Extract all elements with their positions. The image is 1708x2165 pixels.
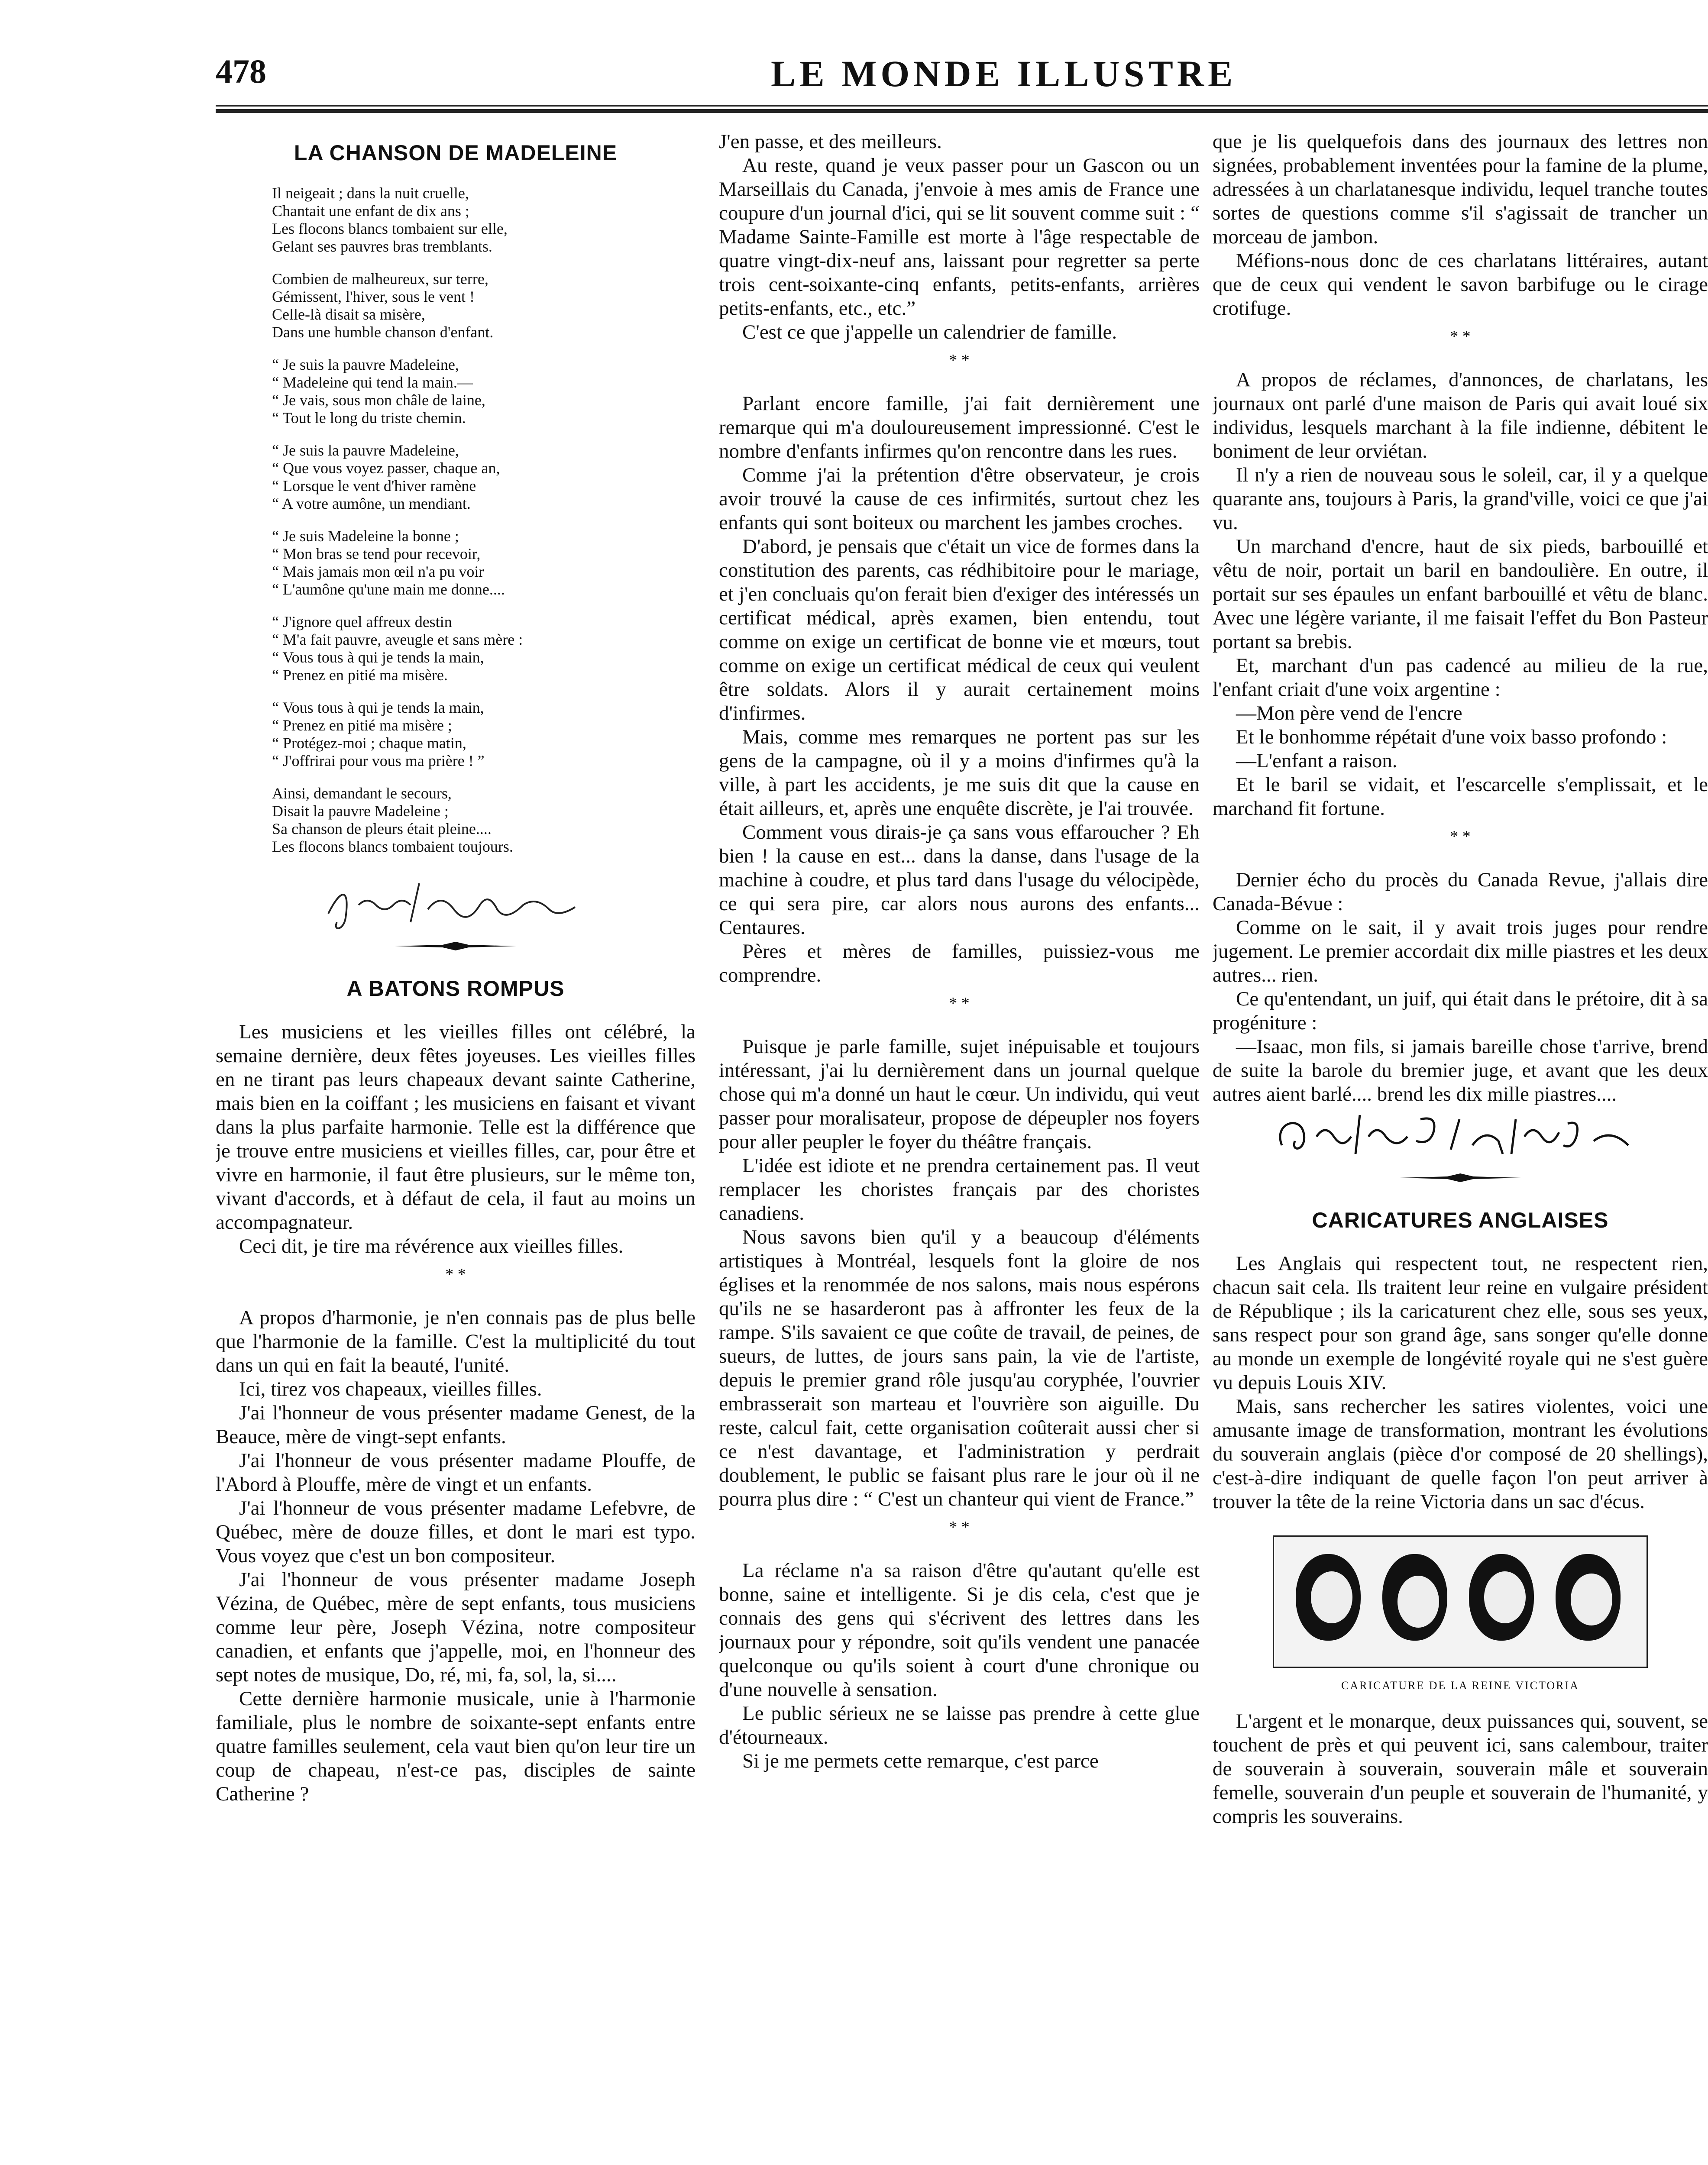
col3-text-a <box>1213 130 1708 320</box>
poem-line: Dans une humble chanson d'enfant. <box>272 323 494 341</box>
col3-text-c <box>1213 868 1708 1106</box>
paragraph: —Mon père vend de l'encre <box>1236 702 1462 724</box>
col1-text-b <box>216 1306 695 1806</box>
paragraph: Mais, comme mes remarques ne portent pas sur les gens de la campagne, où il y a moins d'infirmes qu'à la ville, à part les accidents, je me suis dit que la cause en était ailleurs, et, après une enquête discrète, je l'ai trouvée. <box>719 726 1200 820</box>
col3-text-d <box>1213 1252 1708 1514</box>
poem-line: Combien de malheureux, sur terre, <box>272 270 488 288</box>
paragraph: Parlant encore famille, j'ai fait dernièrement une remarque qui m'a douloureusement impressionné. C'est le nombre d'enfants infirmes qu'on rencontre dans les rues. <box>719 392 1200 462</box>
paragraph: Nous savons bien qu'il y a beaucoup d'éléments artistiques à Montréal, lesquels font la gloire de nos églises et la renommée de nos salons, mais nous espérons qu'ils ne se hasarderont pas à affronter les feux de la rampe. S'ils savaient ce que coûte de travail, de peines, de sueurs, de luttes, de jours sans pain, la vie de l'artiste, depuis le premier grand rôle jusqu'au coryphée, l'ouvrier embrasserait son marteau et l'ouvrière son aiguille. Du reste, calcul fait, cette organisation coûterait aussi cher si ce n'est davantage, et l'administration y perdrait doublement, le public se faisant plus rare le jour où il ne pourra plus dire : “ C'est un chanteur qui vient de France.” <box>719 1226 1200 1510</box>
asterism: * * <box>445 1265 466 1283</box>
paragraph: Méfions-nous donc de ces charlatans littéraires, autant que de ceux qui vendent le savon barbifuge ou le cirage crotifuge. <box>1213 249 1708 320</box>
poem-line: Gelant ses pauvres bras tremblants. <box>272 238 492 255</box>
paragraph: A propos d'harmonie, je n'en connais pas de plus belle que l'harmonie de la famille. C'est la multiplicité du tout dans un qui en fait la beauté, l'unité. <box>216 1306 695 1377</box>
poem-line: “ M'a fait pauvre, aveugle et sans mère : <box>272 631 523 648</box>
poem-line: Les flocons blancs tombaient sur elle, <box>272 220 508 237</box>
poem-line: “ J'ignore quel affreux destin <box>272 613 452 630</box>
asterism: * * <box>1450 327 1471 346</box>
divider-ornament-2 <box>1213 1167 1708 1197</box>
col2-text-c <box>719 1035 1200 1511</box>
paragraph: Ce qu'entendant, un juif, qui était dans le prétoire, dit à sa progéniture : <box>1213 988 1708 1034</box>
poem-stanza <box>272 442 695 513</box>
paragraph: J'ai l'honneur de vous présenter madame Lefebvre, de Québec, mère de douze filles, et dont le mari est typo. Vous voyez que c'est un bon compositeur. <box>216 1497 695 1567</box>
poem-line: “ Lorsque le vent d'hiver ramène <box>272 477 476 494</box>
paragraph: Au reste, quand je veux passer pour un Gascon ou un Marseillais du Canada, j'envoie à mes amis de France une coupure d'un journal d'ici, qui se lit souvent comme suit : “ Madame Sainte-Famille est morte à l'âge respectable de quatre vingt-dix-neuf ans, laissant pour regretter sa perte trois cent-soixante-cinq enfants, petits-enfants, arrières petits-enfants, etc., etc.” <box>719 154 1200 320</box>
poem-stanza <box>272 699 695 770</box>
paragraph: Dernier écho du procès du Canada Revue, j'allais dire Canada-Bévue : <box>1213 869 1708 915</box>
poem-title: LA CHANSON DE MADELEINE <box>294 141 618 165</box>
poem-line: “ Mais jamais mon œil n'a pu voir <box>272 563 484 580</box>
column-1 <box>216 130 695 2165</box>
poem-line: “ Prenez en pitié ma misère. <box>272 666 448 684</box>
paragraph: D'abord, je pensais que c'était un vice de formes dans la constitution des parents, cas rédhibitoire pour le mariage, et j'en concluais qu'on ferait bien d'exiger des intéressés un certificat médical, après examen, bien entendu, tout comme on exige un certificat de bonne vie et mœurs, tout comme on exige un certificat médical de ceux qui veulent être soldats. Alors il y aurait certainement moins d'infirmes. <box>719 535 1200 724</box>
poem-line: Les flocons blancs tombaient toujours. <box>272 838 513 855</box>
poem-line: “ Vous tous à qui je tends la main, <box>272 699 484 716</box>
header-rule-thin <box>216 105 1708 107</box>
paragraph: L'argent et le monarque, deux puissances qui, souvent, se touchent de près et qui peuvent ici, sans calembour, traiter de souverain à souverain, souverain mâle et souverain femelle, souverain d'un peuple et souverain de l'humanité, y compris les souverains. <box>1213 1710 1708 1828</box>
paragraph: —Isaac, mon fils, si jamais bareille chose t'arrive, brend de suite la barole du bremier juge, et avant que les deux autres aient barlé.... brend les dix mille piastres.... <box>1213 1035 1708 1105</box>
asterism: * * <box>1450 827 1471 846</box>
col2-text-b <box>719 392 1200 987</box>
paragraph: Et le bonhomme répétait d'une voix basso profondo : <box>1236 726 1667 748</box>
poem-line: “ Je suis Madeleine la bonne ; <box>272 527 459 545</box>
paragraph: Si je me permets cette remarque, c'est parce <box>742 1750 1099 1772</box>
column-2 <box>719 130 1200 2165</box>
poem-line: “ Prenez en pitié ma misère ; <box>272 717 452 734</box>
poem-line: “ L'aumône qu'une main me donne.... <box>272 581 505 598</box>
paragraph: A propos de réclames, d'annonces, de charlatans, les journaux ont parlé d'une maison de Paris qui avait loué six individus, lesquels marchant à la file indienne, débitent le boniment de leur orviétan. <box>1213 368 1708 462</box>
masthead: LE MONDE ILLUSTRE <box>771 53 1237 94</box>
col2-text-d <box>719 1559 1200 1773</box>
page-number: 478 <box>216 52 266 90</box>
poem-stanza <box>272 270 695 341</box>
paragraph: que je lis quelquefois dans des journaux des lettres non signées, probablement inventées pour la famine de la plume, adressées à un charlatanesque individu, lequel tranche toutes sortes de questions comme s'il s'agissait de trancher un morceau de jambon. <box>1213 130 1708 248</box>
paragraph: Un marchand d'encre, haut de six pieds, barbouillé et vêtu de noir, portait un baril en bandoulière. En outre, il portait sur ses épaules un enfant barbouillé et vêtu de blanc. Avec une légère variante, il me faisait l'effet du Bon Pasteur portant sa brebis. <box>1213 535 1708 653</box>
poem-stanza <box>272 785 695 856</box>
poem-stanza <box>272 527 695 598</box>
paragraph: Cette dernière harmonie musicale, unie à l'harmonie familiale, plus le nombre de soixante-sept enfants entre quatre familles seulement, cela vaut bien qu'on leur tire un coup de chapeau, n'est-ce pas, disciples de sainte Catherine ? <box>216 1687 695 1805</box>
paragraph: Le public sérieux ne se laisse pas prendre à cette glue d'étourneaux. <box>719 1702 1200 1748</box>
figure-caption: CARICATURE DE LA REINE VICTORIA <box>1341 1679 1579 1692</box>
paragraph: Comment vous dirais-je ça sans vous effaroucher ? Eh bien ! la cause en est... dans la danse, dans l'usage de la machine à coudre, et plus tard dans l'usage du vélocipède, ce qui sera pire, car alors nous aurons des enfants... Centaures. <box>719 821 1200 939</box>
poem-line: Celle-là disait sa misère, <box>272 306 425 323</box>
asterism: * * <box>949 994 970 1012</box>
paragraph: J'en passe, et des meilleurs. <box>719 130 942 153</box>
poem-line: Disait la pauvre Madeleine ; <box>272 802 449 820</box>
paragraph: La réclame n'a sa raison d'être qu'autant qu'elle est bonne, saine et intelligente. Si je dis cela, c'est que je connais des gens qui s'écrivent des lettres dans les journaux pour y répondre, soit qu'ils vendent une panacée quelconque ou qu'ils soient à court d'une chronique ou d'une nouvelle à sensation. <box>719 1559 1200 1701</box>
col3-text-b <box>1213 368 1708 821</box>
poem-line: Ainsi, demandant le secours, <box>272 785 452 802</box>
poem-line: Il neigeait ; dans la nuit cruelle, <box>272 184 469 202</box>
article-signature <box>1213 1106 1708 1167</box>
paragraph: Puisque je parle famille, sujet inépuisable et toujours intéressant, j'ai lu dernièrement dans un journal quelque chose qui m'a donné un haut le cœur. Un individu, qui veut passer pour moralisateur, propose de dépeupler nos foyers pour aller peupler le foyer du théâtre français. <box>719 1035 1200 1153</box>
poem-line: “ Madeleine qui tend la main.— <box>272 374 473 391</box>
asterism: * * <box>949 1518 970 1536</box>
header-rule-thick <box>216 109 1708 113</box>
paragraph: C'est ce que j'appelle un calendrier de famille. <box>742 321 1117 343</box>
asterism: * * <box>949 351 970 369</box>
poem-line: “ Vous tous à qui je tends la main, <box>272 649 484 666</box>
section-title-batons-rompus: A BATONS ROMPUS <box>346 976 565 1001</box>
poem-line: Gémissent, l'hiver, sous le vent ! <box>272 288 475 305</box>
poem-line: “ Mon bras se tend pour recevoir, <box>272 545 481 562</box>
poem-line: “ Tout le long du triste chemin. <box>272 409 466 427</box>
col2-text-a <box>719 130 1200 344</box>
poem-stanza <box>272 356 695 427</box>
poem-stanza <box>272 613 695 684</box>
poem-signature <box>216 870 695 935</box>
paragraph: Les Anglais qui respectent tout, ne respectent rien, chacun sait cela. Ils traitent leur reine en vulgaire président de République ; ils la caricaturent chez elle, sous ses yeux, sans respect pour son grand âge, sans songer qu'elle donne au monde un exemple de longévité royale qui ne s'est guère vu depuis Louis XIV. <box>1213 1252 1708 1394</box>
paragraph: J'ai l'honneur de vous présenter madame Genest, de la Beauce, mère de vingt-sept enfants. <box>216 1402 695 1448</box>
poem-line: “ Je suis la pauvre Madeleine, <box>272 356 459 373</box>
paragraph: Et, marchant d'un pas cadencé au milieu de la rue, l'enfant criait d'une voix argentine : <box>1213 654 1708 701</box>
divider-ornament-1 <box>216 935 695 966</box>
poem-line: Sa chanson de pleurs était pleine.... <box>272 820 492 837</box>
section-title-caricatures: CARICATURES ANGLAISES <box>1312 1208 1609 1232</box>
paragraph: J'ai l'honneur de vous présenter madame Joseph Vézina, de Québec, mère de sept enfants, tous musiciens comme leur père, Joseph Vézina, notre compositeur canadien, et enfants que j'appelle, moi, en l'honneur des sept notes de musique, Do, ré, mi, fa, sol, la, si.... <box>216 1568 695 1686</box>
paragraph: Et le baril se vidait, et l'escarcelle s'emplissait, et le marchand fit fortune. <box>1213 773 1708 820</box>
poem-line: “ Protégez-moi ; chaque matin, <box>272 734 466 752</box>
column-3 <box>1213 130 1708 2165</box>
paragraph: Les musiciens et les vieilles filles ont célébré, la semaine dernière, deux fêtes joyeuses. Les vieilles filles en ne tirant pas leurs chapeaux devant sainte Catherine, mais bien en la coiffant ; les musiciens en faisant et vivant dans la plus parfaite harmonie. Telle est la différence que je trouve entre musiciens et vieilles filles, car, pour être et vivre en harmonie, il faut être plusieurs, sur le même ton, vivant d'accords, et à défaut de cela, il faut au moins un accompagnateur. <box>216 1021 695 1234</box>
poem-line: “ J'offrirai pour vous ma prière ! ” <box>272 752 485 769</box>
paragraph: Il n'y a rien de nouveau sous le soleil, car, il y a quelque quarante ans, toujours à Paris, la grand'ville, voici ce que j'ai vu. <box>1213 464 1708 534</box>
caricature-illustration <box>1273 1535 1648 1668</box>
col1-text-a <box>216 1020 695 1258</box>
paragraph: Mais, sans rechercher les satires violentes, voici une amusante image de transformation, montrant les évolutions du souverain anglais (pièce d'or composé de 20 shellings), c'est-à-dire indiquant de quelle façon l'on peut arriver à trouver la tête de la reine Victoria dans un sac d'écus. <box>1213 1395 1708 1513</box>
poem-line: Chantait une enfant de dix ans ; <box>272 202 469 220</box>
col3-text-e <box>1213 1709 1708 1829</box>
poem <box>272 184 695 856</box>
paragraph: J'ai l'honneur de vous présenter madame Plouffe, de l'Abord à Plouffe, mère de vingt et un enfants. <box>216 1449 695 1496</box>
paragraph: Comme j'ai la prétention d'être observateur, je crois avoir trouvé la cause de ces infirmités, surtout chez les enfants qui sont boiteux ou marchent les jambes croches. <box>719 464 1200 534</box>
poem-line: “ Je vais, sous mon châle de laine, <box>272 391 485 409</box>
paragraph: Ceci dit, je tire ma révérence aux vieilles filles. <box>239 1235 624 1257</box>
paragraph: L'idée est idiote et ne prendra certainement pas. Il veut remplacer les choristes français par des choristes canadiens. <box>719 1154 1200 1225</box>
paragraph: Comme on le sait, il y avait trois juges pour rendre jugement. Le premier accordait dix mille piastres et les deux autres... rien. <box>1213 916 1708 986</box>
poem-line: “ Que vous voyez passer, chaque an, <box>272 459 500 477</box>
paragraph: —L'enfant a raison. <box>1236 750 1397 772</box>
poem-line: “ A votre aumône, un mendiant. <box>272 495 471 512</box>
poem-stanza <box>272 184 695 255</box>
paragraph: Ici, tirez vos chapeaux, vieilles filles. <box>239 1378 542 1400</box>
poem-line: “ Je suis la pauvre Madeleine, <box>272 442 459 459</box>
paragraph: Pères et mères de familles, puissiez-vous me comprendre. <box>719 940 1200 986</box>
